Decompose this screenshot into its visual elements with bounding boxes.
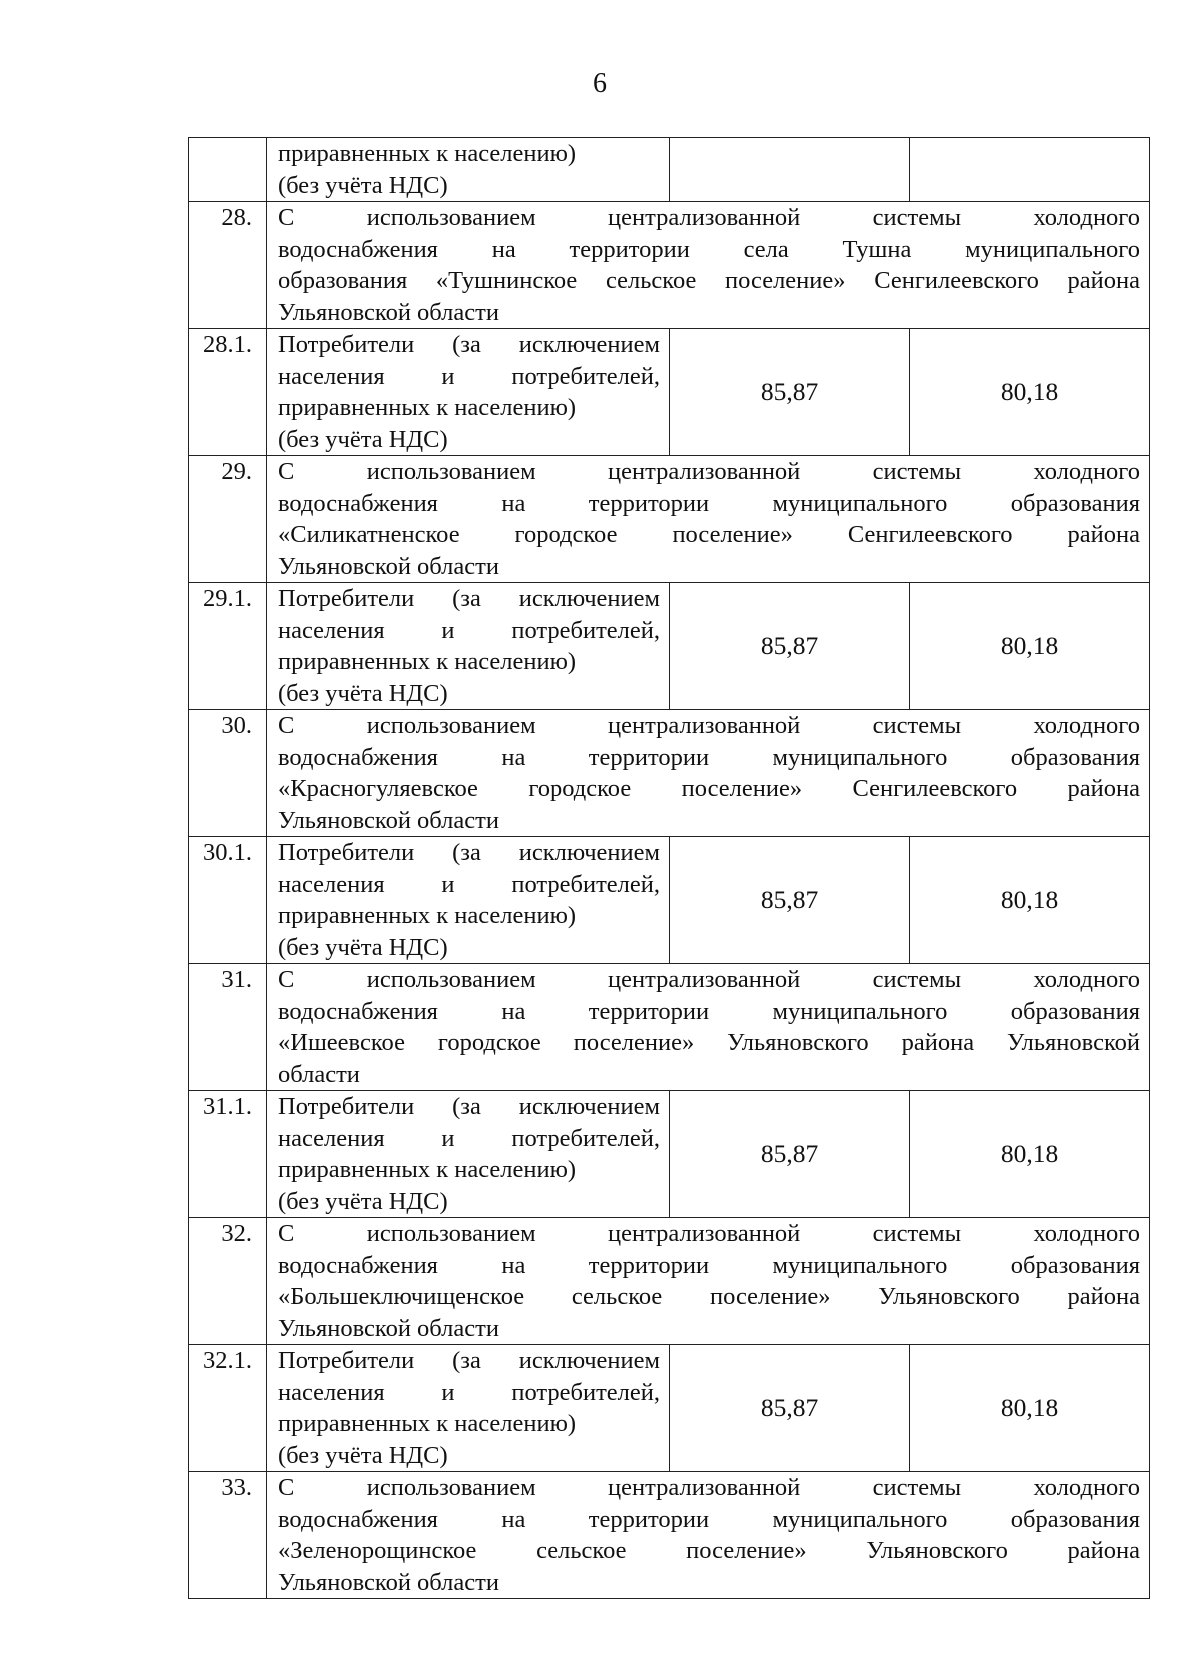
tariff-value-1: 85,87 <box>670 1091 910 1218</box>
section-description-line: С использованием централизованной системы холодного <box>278 1474 1140 1501</box>
section-description-line: области <box>278 1060 360 1088</box>
item-description-line: приравненных к населению) <box>278 902 577 929</box>
section-number-cell <box>189 1472 267 1599</box>
tariff-value-2: 80,18 <box>910 837 1150 964</box>
section-description-cell <box>267 710 1150 837</box>
item-description-cell <box>267 1091 670 1218</box>
item-row <box>189 1345 1150 1472</box>
item-description-line: (без учёта НДС) <box>278 679 448 707</box>
item-description-cell <box>267 1345 670 1472</box>
item-number: 32.1. <box>203 1347 252 1374</box>
item-description-cell <box>267 583 670 710</box>
tariff-value-2: 80,18 <box>910 1091 1150 1218</box>
section-description-line: водоснабжения на территории муниципального образования <box>278 1251 1140 1279</box>
item-description-line: населения и потребителей, <box>278 1124 660 1152</box>
item-row <box>189 1091 1150 1218</box>
continued-row <box>189 138 1150 202</box>
item-description-line: населения и потребителей, <box>278 1378 660 1406</box>
item-description-line: Потребители (за исключением <box>278 585 660 612</box>
continued-number-cell <box>189 138 267 202</box>
section-description-line: Ульяновской области <box>278 552 499 580</box>
tariff-value-1: 85,87 <box>670 583 910 710</box>
tariff-table-body <box>189 138 1150 1599</box>
section-description-cell <box>267 1472 1150 1599</box>
section-description-cell <box>267 456 1150 583</box>
section-description-cell <box>267 202 1150 329</box>
section-description-line: Ульяновской области <box>278 1568 499 1596</box>
section-number: 31. <box>221 966 252 993</box>
section-description-line: С использованием централизованной системы холодного <box>278 966 1140 993</box>
section-description-line: «Силикатненское городское поселение» Сенгилеевского района <box>278 521 1140 548</box>
page-number: 6 <box>593 68 607 99</box>
tariff-value-2: 80,18 <box>910 1345 1150 1472</box>
section-description-line: «Зеленорощинское сельское поселение» Ульяновского района <box>278 1537 1140 1564</box>
section-description-line: «Ишеевское городское поселение» Ульяновского района Ульяновской <box>278 1029 1140 1056</box>
item-description-cell <box>267 329 670 456</box>
section-row <box>189 1218 1150 1345</box>
item-number-cell <box>189 583 267 710</box>
item-description-line: Потребители (за исключением <box>278 331 660 358</box>
continued-value-1-cell <box>670 138 910 202</box>
section-description-line: образования «Тушнинское сельское поселение» Сенгилеевского района <box>278 267 1140 294</box>
item-description-line: населения и потребителей, <box>278 362 660 390</box>
continued-line: (без учёта НДС) <box>278 171 448 199</box>
continued-line: приравненных к населению) <box>278 140 577 167</box>
section-number-cell <box>189 456 267 583</box>
section-description-line: водоснабжения на территории села Тушна муниципального <box>278 235 1140 263</box>
item-description-line: (без учёта НДС) <box>278 1441 448 1469</box>
section-number-cell <box>189 202 267 329</box>
item-number: 29.1. <box>203 585 252 612</box>
section-description-line: Ульяновской области <box>278 806 499 834</box>
section-row <box>189 1472 1150 1599</box>
continued-value-2-cell <box>910 138 1150 202</box>
item-description-cell <box>267 837 670 964</box>
item-number-cell <box>189 329 267 456</box>
section-description-line: Ульяновской области <box>278 298 499 326</box>
item-number-cell <box>189 1091 267 1218</box>
item-description-line: населения и потребителей, <box>278 870 660 898</box>
section-description-line: Ульяновской области <box>278 1314 499 1342</box>
section-number-cell <box>189 964 267 1091</box>
item-number-cell <box>189 1345 267 1472</box>
item-description-line: (без учёта НДС) <box>278 933 448 961</box>
section-number-cell <box>189 1218 267 1345</box>
item-description-line: приравненных к населению) <box>278 394 577 421</box>
section-description-line: водоснабжения на территории муниципального образования <box>278 997 1140 1025</box>
section-number: 33. <box>221 1474 252 1501</box>
item-number: 30.1. <box>203 839 252 866</box>
item-description-line: Потребители (за исключением <box>278 839 660 866</box>
section-row <box>189 964 1150 1091</box>
section-number-cell <box>189 710 267 837</box>
tariff-value-2: 80,18 <box>910 583 1150 710</box>
item-row <box>189 583 1150 710</box>
section-description-line: С использованием централизованной системы холодного <box>278 204 1140 231</box>
section-description-cell <box>267 964 1150 1091</box>
item-description-line: приравненных к населению) <box>278 1156 577 1183</box>
section-description-line: «Большеключищенское сельское поселение» Ульяновского района <box>278 1283 1140 1310</box>
item-description-line: Потребители (за исключением <box>278 1347 660 1374</box>
tariff-value-1: 85,87 <box>670 329 910 456</box>
item-description-line: приравненных к населению) <box>278 1410 577 1437</box>
section-description-line: С использованием централизованной системы холодного <box>278 458 1140 485</box>
item-description-line: приравненных к населению) <box>278 648 577 675</box>
section-description-line: С использованием централизованной системы холодного <box>278 1220 1140 1247</box>
item-description-line: Потребители (за исключением <box>278 1093 660 1120</box>
item-description-line: (без учёта НДС) <box>278 1187 448 1215</box>
continued-description-cell <box>267 138 670 202</box>
item-number: 28.1. <box>203 331 252 358</box>
item-number-cell <box>189 837 267 964</box>
section-description-line: водоснабжения на территории муниципального образования <box>278 743 1140 771</box>
section-number: 32. <box>221 1220 252 1247</box>
item-description-line: (без учёта НДС) <box>278 425 448 453</box>
section-description-line: водоснабжения на территории муниципального образования <box>278 1505 1140 1533</box>
tariff-value-1: 85,87 <box>670 837 910 964</box>
section-description-line: водоснабжения на территории муниципального образования <box>278 489 1140 517</box>
tariff-table <box>188 137 1150 1599</box>
item-number: 31.1. <box>203 1093 252 1120</box>
section-description-line: «Красногуляевское городское поселение» Сенгилеевского района <box>278 775 1140 802</box>
section-row <box>189 456 1150 583</box>
section-row <box>189 202 1150 329</box>
section-number: 29. <box>221 458 252 485</box>
section-description-cell <box>267 1218 1150 1345</box>
section-number: 30. <box>221 712 252 739</box>
item-description-line: населения и потребителей, <box>278 616 660 644</box>
item-row <box>189 329 1150 456</box>
section-number: 28. <box>221 204 252 231</box>
section-row <box>189 710 1150 837</box>
tariff-value-1: 85,87 <box>670 1345 910 1472</box>
section-description-line: С использованием централизованной системы холодного <box>278 712 1140 739</box>
tariff-value-2: 80,18 <box>910 329 1150 456</box>
item-row <box>189 837 1150 964</box>
